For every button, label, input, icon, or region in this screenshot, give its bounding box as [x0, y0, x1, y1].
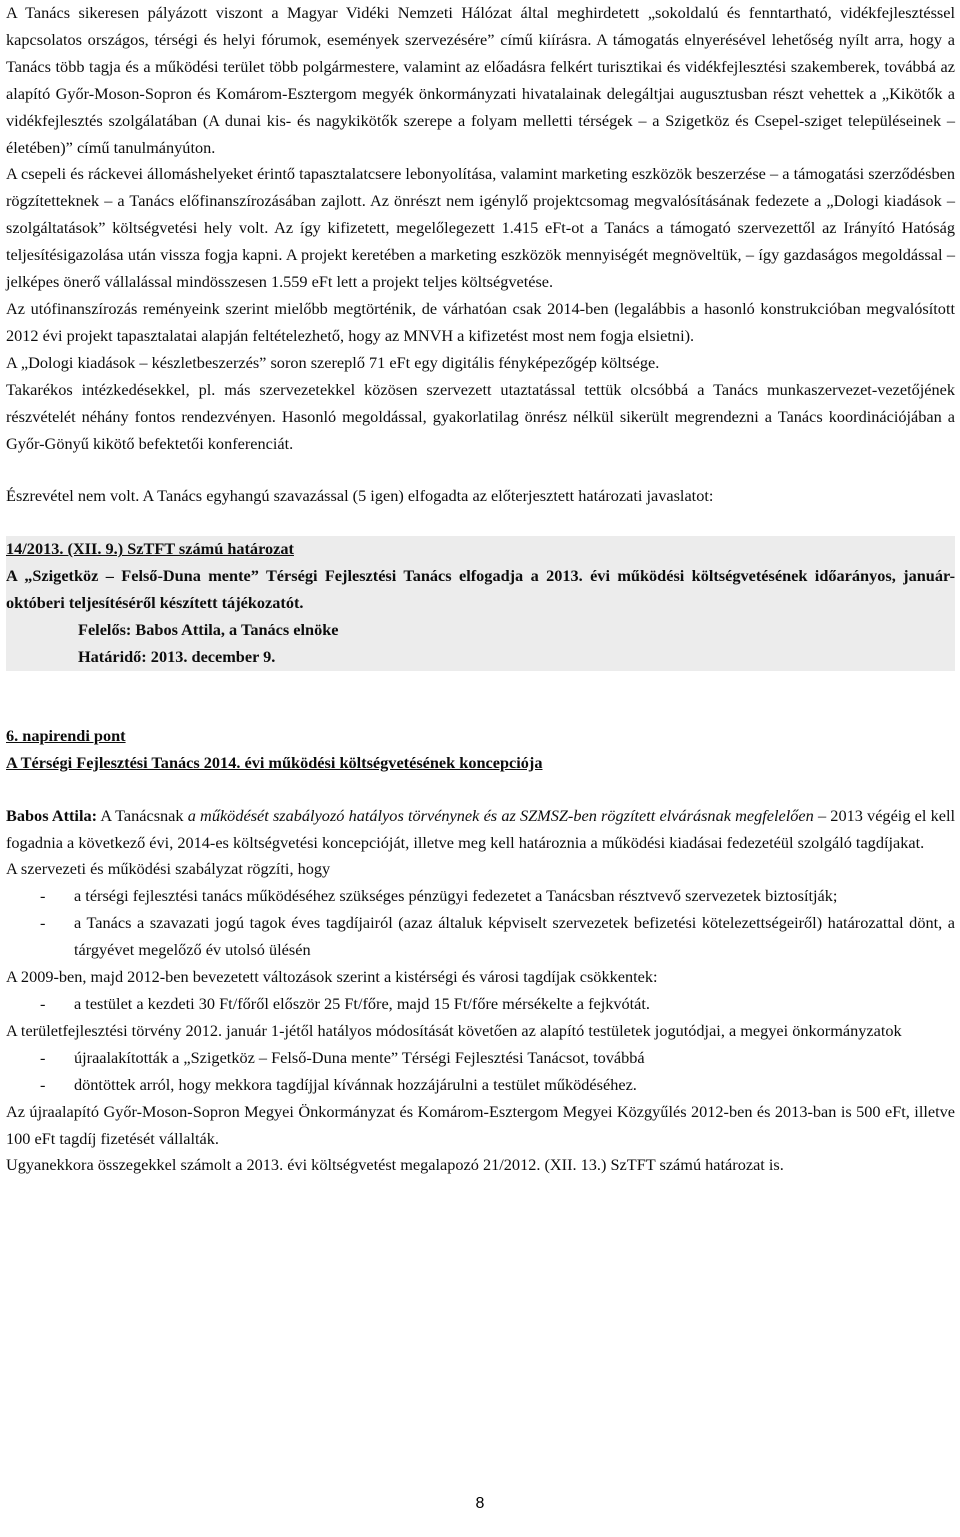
page-number: 8 — [475, 1495, 485, 1512]
list-dash: - — [40, 1047, 46, 1067]
list-dash: - — [40, 994, 46, 1013]
list-dash: - — [40, 1074, 46, 1094]
resolution-text: A „Szigetköz – Felső-Duna mente” Térségi Fejlesztési Tanács elfogadja a 2013. évi működési költségvetésének időarányos, január-októberi teljesítéséről készített tájékozatót. — [6, 566, 955, 613]
speech-intro-plain: A Tanácsnak — [97, 805, 188, 825]
speaker-name: Babos Attila: — [6, 805, 98, 825]
list-item — [6, 1045, 955, 1072]
speech-intro-italic: a működését szabályozó hatályos törvénynek és az SZMSZ-ben rögzített elvárásnak megfelelően — [187, 805, 814, 825]
spacer — [6, 777, 955, 803]
paragraph-camera-cost: A „Dologi kiadások – készletbeszerzés” soron szereplő 71 eFt egy digitális fényképezőgép költsége. — [6, 352, 660, 372]
paragraph-changes-intro: A 2009-ben, majd 2012-ben bevezetett változások szerint a kistérségi és városi tagdíjak csökkentek: — [6, 967, 658, 987]
paragraph-vote: Észrevétel nem volt. A Tanács egyhangú szavazással (5 igen) elfogadta az előterjesztett határozati javaslatot: — [6, 486, 714, 506]
agenda-point: 6. napirendi pont — [6, 725, 126, 745]
list-item-text: a testület a kezdeti 30 Ft/főről először 25 Ft/főre, majd 15 Ft/főre mérsékelte a fejkvótát. — [74, 994, 651, 1013]
list-item — [6, 883, 955, 910]
list-item-text: a Tanács a szavazati jogú tagok éves tagdíjairól (azaz általuk képviselt szervezetek befizetési kötelezettségeiről) határozattal dönt, a tárgyévet megelőző év utolsó ülésén — [74, 913, 955, 960]
resolution-responsible: Felelős: Babos Attila, a Tanács elnöke — [78, 620, 339, 640]
list-item-text: a térségi fejlesztési tanács működéséhez szükséges pénzügyi fedezetet a Tanácsban résztvevő szervezetek biztosítják; — [74, 886, 838, 906]
paragraph-project-financing: A csepeli és ráckevei állomáshelyeket érintő tapasztalatcsere lebonyolítása, valamint marketing eszközök beszerzése – a támogatási szerződésben rögzítetteknek – a Tanács előfinanszírozásában zajlott. Az önrészt nem igénylő projektcsomag megvalósításának fedezete a „Dologi kiadások – szolgáltatások” költségvetési hely volt. Az így kifizetett, megelőlegezett 1.415 eFt-ot a Tanács a támogató szervezettől az Irányító Hatóság teljesítésigazolása után vissza fogja kapni. A projekt keretében a marketing eszközök mennyiségét megnöveltük, – így gazdaságos megoldással – jelképes önerő vállalással mindösszesen 1.559 eFt lett a projekt teljes költségvetése. — [6, 164, 955, 292]
paragraph-speech-intro — [6, 803, 955, 857]
list-item — [6, 910, 955, 964]
list-item — [6, 1072, 955, 1099]
agenda-title: A Térségi Fejlesztési Tanács 2014. évi működési költségvetésének koncepciója — [6, 752, 543, 772]
paragraph-counties: Az újraalapító Győr-Moson-Sopron Megyei Önkormányzat és Komárom-Esztergom Megyei Közgyűlés 2012-ben és 2013-ban is 500 eFt, illetve 100 eFt tagdíj fizetését vállalták. — [6, 1101, 955, 1148]
paragraph-rules-intro: A szervezeti és működési szabályzat rögzíti, hogy — [6, 859, 331, 879]
list-item-text: döntöttek arról, hogy mekkora tagdíjjal kívánnak hozzájárulni a testület működéséhez. — [74, 1074, 637, 1094]
resolution-deadline: Határidő: 2013. december 9. — [78, 646, 276, 666]
paragraph-law-intro: A területfejlesztési törvény 2012. január 1-jétől hatályos módosítását követően az alapító testületek jogutódjai, a megyei önkormányzatok — [6, 1020, 902, 1040]
speech-intro-rest: – 2013 végéig el kell fogadnia a következő évi, 2014-es költségvetési koncepcióját, illetve meg kell határoznia a működési kiadásai fedezetéül szolgáló tagdíjakat. — [6, 805, 955, 852]
paragraph-last: Ugyanekkora összegekkel számolt a 2013. évi költségvetést megalapozó 21/2012. (XII. 13.) SzTFT számú határozat is. — [6, 1155, 784, 1175]
list-dash: - — [40, 886, 46, 906]
list-item — [6, 991, 955, 1018]
spacer — [6, 671, 955, 697]
list-dash: - — [40, 913, 46, 933]
resolution-block — [6, 536, 955, 671]
list-item-text: újraalakították a „Szigetköz – Felső-Duna mente” Térségi Fejlesztési Tanácsot, továbbá — [74, 1047, 645, 1067]
paragraph-post-financing: Az utófinanszírozás reményeink szerint mielőbb megtörténik, de várhatóan csak 2014-ben (legalábbis a hasonló konstrukcióban megvalósított 2012 évi projekt tapasztalatai alapján feltételezhető, hogy az MNVH a kifizetést most nem fogja elsietni). — [6, 298, 955, 345]
spacer — [6, 457, 955, 483]
resolution-number: 14/2013. (XII. 9.) SzTFT számú határozat — [6, 539, 294, 559]
spacer — [6, 510, 955, 536]
paragraph-savings: Takarékos intézkedésekkel, pl. más szervezetekkel közösen szervezett utaztatással tettük olcsóbbá a Tanács munkaszervezet-vezetőjének részvételét néhány fontos rendezvényen. Hasonló megoldással, gyakorlatilag önrész nélkül sikerült megrendezni a Tanács koordinációjában a Győr-Gönyű kikötő befektetői konferenciát. — [6, 379, 955, 453]
paragraph-project-intro: A Tanács sikeresen pályázott viszont a Magyar Vidéki Nemzeti Hálózat által meghirdetett „sokoldalú és fenntartható, vidékfejlesztéssel kapcsolatos országos, térségi és helyi fórumok, események szervezésére” című kiírásra. A támogatás elnyerésével lehetőség nyílt arra, hogy a Tanács több tagja és a működési terület több polgármestere, valamint az előadásra felkért turisztikai és vidékfejlesztési szakemberek, továbbá az alapító Győr-Moson-Sopron és Komárom-Esztergom megyék önkormányzati hivatalainak delegáltjai augusztusban részt vehettek a „Kikötők a vidékfejlesztés szolgálatában (A dunai kis- és nagykikötők szerepe a folyam melletti térségek – a Szigetköz és Csepel-sziget településeinek – életében)” című tanulmányúton. — [6, 3, 955, 157]
